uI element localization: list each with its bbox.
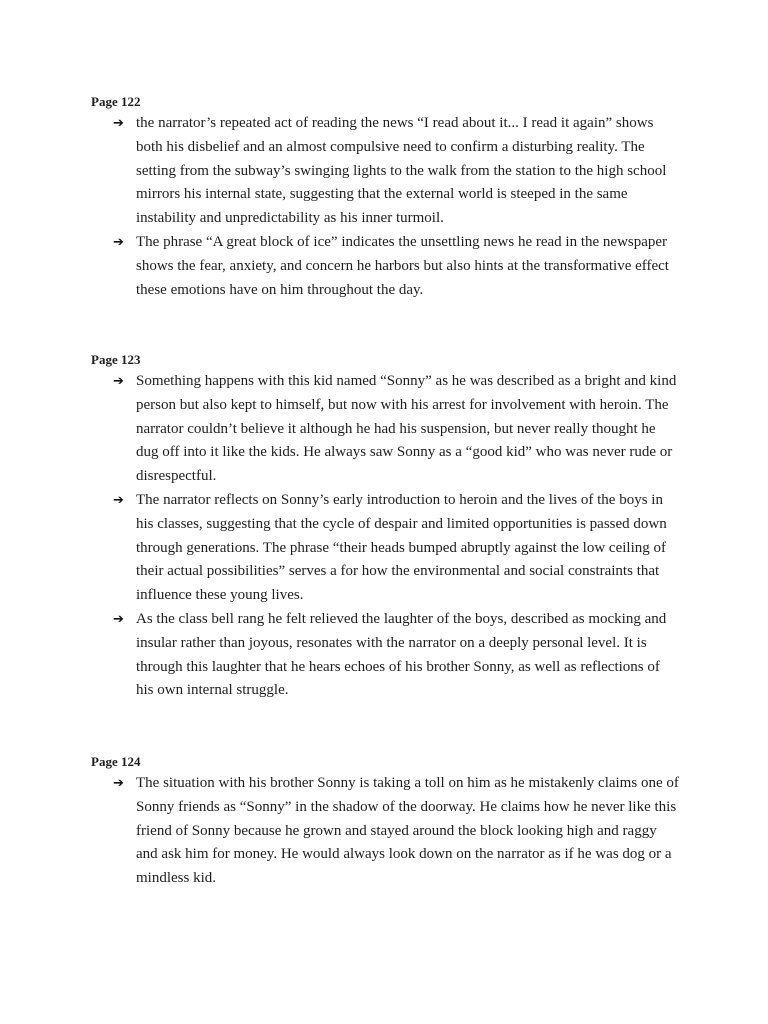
list-item [91, 231, 681, 302]
list-item-text: the narrator’s repeated act of reading the news “I read about it... I read it again” shows both his disbelief and an almost compulsive need to confirm a disturbing reality. The setting from the subway’s swinging lights to the walk from the station to the high school mirrors his internal state, suggesting that the external world is steeped in the same instability and unpredictability as his inner turmoil. [136, 115, 667, 227]
section-heading: Page 122 [91, 94, 141, 109]
list-item [91, 112, 681, 231]
list-item-text: Something happens with this kid named “Sonny” as he was described as a bright and kind person but also kept to himself, but now with his arrest for involvement with heroin. The narrator couldn’t believe it although he had his suspension, but never really thought he dug off into it like the kids. He always saw Sonny as a “good kid” who was never rude or disrespectful. [136, 373, 677, 485]
list-item-text: The phrase “A great block of ice” indicates the unsettling news he read in the newspaper shows the fear, anxiety, and concern he harbors but also hints at the transformative effect these emotions have on him throughout the day. [136, 233, 669, 298]
right-arrow-icon: ➔ [113, 234, 124, 250]
right-arrow-icon: ➔ [113, 492, 124, 508]
list-item-text: The situation with his brother Sonny is taking a toll on him as he mistakenly claims one of Sonny friends as “Sonny” in the shadow of the doorway. He claims how he never like this friend of Sonny because he grown and stayed around the block looking high and raggy and ask him for money. He would always look down on the narrator as if he was dog or a mindless kid. [136, 775, 679, 887]
right-arrow-icon: ➔ [113, 116, 124, 131]
list-item [91, 370, 681, 489]
list-item [91, 772, 681, 891]
bullet-list [91, 370, 691, 703]
right-arrow-icon: ➔ [113, 611, 124, 627]
section-page-123 [91, 352, 691, 703]
right-arrow-icon: ➔ [113, 776, 124, 791]
section-heading: Page 124 [91, 754, 141, 769]
list-item [91, 608, 681, 703]
section-page-122 [91, 94, 691, 302]
list-item-text: As the class bell rang he felt relieved the laughter of the boys, described as mocking and insular rather than joyous, resonates with the narrator on a deeply personal level. It is through this laughter that he hears echoes of his brother Sonny, as well as reflections of his own internal struggle. [136, 610, 667, 699]
list-item [91, 489, 681, 608]
list-item-text: The narrator reflects on Sonny’s early introduction to heroin and the lives of the boys in his classes, suggesting that the cycle of despair and limited opportunities is passed down through generations. The phrase “their heads bumped abruptly against the low ceiling of their actual possibilities” serves a for how the environmental and social constraints that influence these young lives. [136, 491, 667, 604]
section-page-124 [91, 754, 691, 891]
bullet-list [91, 112, 691, 302]
bullet-list [91, 772, 691, 891]
section-heading: Page 123 [91, 352, 141, 367]
right-arrow-icon: ➔ [113, 374, 124, 389]
